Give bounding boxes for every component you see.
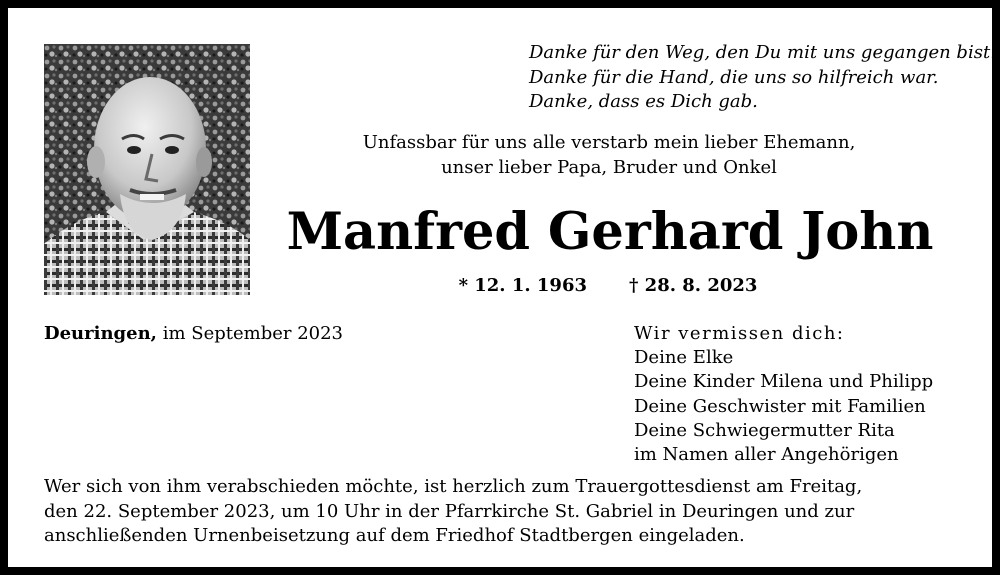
mourners-heading: Wir vermissen dich: — [634, 323, 845, 344]
place-date — [44, 322, 343, 346]
portrait-photo-graphic — [44, 44, 250, 295]
place-name: Deuringen, — [44, 323, 157, 344]
mourner-line: Deine Kinder Milena und Philipp — [634, 371, 934, 393]
birth-date: * 12. 1. 1963 — [458, 275, 587, 296]
death-date: † 28. 8. 2023 — [629, 275, 758, 296]
intro-line: Unfassbar für uns alle verstarb mein lieber Ehemann, — [362, 132, 856, 153]
mourner-line: Deine Schwiegermutter Rita — [634, 419, 895, 441]
mourner-line: Deine Geschwister mit Familien — [634, 395, 926, 417]
service-line: Wer sich von ihm verabschieden möchte, ist herzlich zum Trauergottesdienst am Freitag, — [44, 476, 863, 497]
mourner-line: Deine Elke — [634, 347, 734, 369]
service-notice — [44, 475, 974, 549]
intro-line: unser lieber Papa, Bruder und Onkel — [441, 157, 777, 178]
service-line: anschließenden Urnenbeisetzung auf dem Friedhof Stadtbergen eingeladen. — [44, 525, 745, 546]
intro-text — [280, 130, 938, 180]
date-text: im September 2023 — [162, 323, 344, 344]
poem-line: Danke für den Weg, den Du mit uns gegangen bist. — [529, 42, 996, 63]
poem-line: Danke für die Hand, die uns so hilfreich war. — [529, 66, 939, 88]
mourner-line: im Namen aller Angehörigen — [634, 444, 899, 466]
poem — [529, 41, 996, 115]
service-line: den 22. September 2023, um 10 Uhr in der Pfarrkirche St. Gabriel in Deuringen und zur — [44, 500, 855, 522]
life-dates — [408, 274, 808, 298]
mourners-list — [634, 322, 984, 467]
poem-line: Danke, dass es Dich gab. — [529, 91, 758, 112]
deceased-name: Manfred Gerhard John — [286, 202, 934, 262]
portrait-photo — [44, 44, 250, 295]
